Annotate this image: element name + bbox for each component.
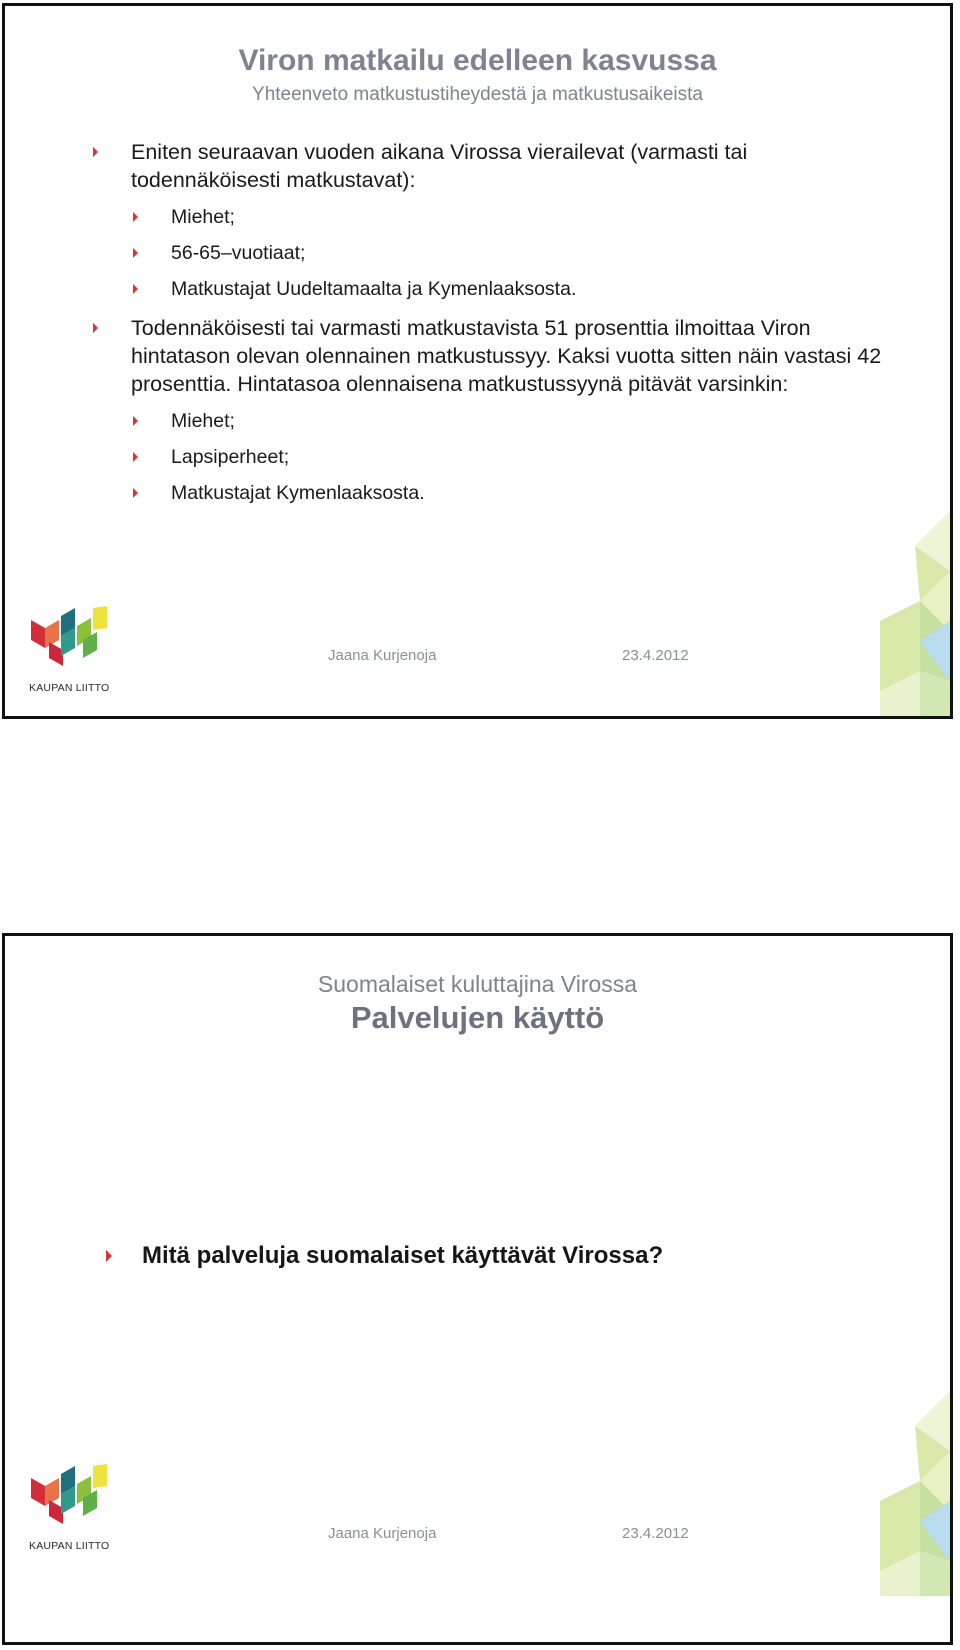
sub-bullet-text: Miehet; bbox=[171, 410, 235, 432]
bullet-list bbox=[93, 134, 893, 506]
sub-bullet-item bbox=[93, 480, 893, 506]
sub-bullet-text: Lapsiperheet; bbox=[171, 446, 290, 468]
slide-title: Palvelujen käyttö bbox=[350, 1000, 605, 1035]
sub-bullet-text: Miehet; bbox=[171, 206, 235, 228]
bullet-arrow-icon bbox=[106, 1250, 112, 1262]
bullet-arrow-icon bbox=[133, 284, 138, 294]
bullet-text: Eniten seuraavan vuoden aikana Virossa vierailevat (varmasti tai todennäköisesti matkustavat): bbox=[131, 140, 748, 192]
kaupan-liitto-logo bbox=[27, 606, 113, 694]
corner-decoration-icon bbox=[860, 511, 950, 716]
logo-mark-icon bbox=[27, 1464, 113, 1538]
logo-text: KAUPAN LIITTO bbox=[29, 682, 110, 694]
bullet-arrow-icon bbox=[93, 323, 98, 333]
footer-author: Jaana Kurjenoja bbox=[328, 1525, 437, 1542]
bullet-arrow-icon bbox=[133, 488, 138, 498]
sub-bullet-text: Matkustajat Kymenlaaksosta. bbox=[171, 482, 425, 504]
logo-mark-icon bbox=[27, 606, 113, 680]
kaupan-liitto-logo bbox=[27, 1464, 113, 1552]
slide-1 bbox=[2, 3, 953, 719]
footer-author: Jaana Kurjenoja bbox=[328, 647, 437, 664]
footer-date: 23.4.2012 bbox=[622, 1525, 689, 1542]
sub-bullet-text: 56-65–vuotiaat; bbox=[171, 242, 306, 264]
question-text: Mitä palveluja suomalaiset käyttävät Virossa? bbox=[142, 1242, 664, 1269]
slide-question bbox=[106, 1242, 663, 1270]
logo-text: KAUPAN LIITTO bbox=[29, 1540, 110, 1552]
bullet-arrow-icon bbox=[133, 212, 138, 222]
slide-pretitle: Suomalaiset kuluttajina Virossa bbox=[317, 971, 638, 997]
sub-bullet-item bbox=[93, 408, 893, 434]
sub-bullet-item bbox=[93, 276, 893, 302]
bullet-item bbox=[93, 138, 893, 194]
sub-bullet-item bbox=[93, 240, 893, 266]
corner-decoration-icon bbox=[860, 1391, 950, 1596]
bullet-text: Todennäköisesti tai varmasti matkustavista 51 prosenttia ilmoittaa Viron hintatason olevan olennainen matkustussyy. Kaksi vuotta sitten näin vastasi 42 prosenttia. Hintatasoa olennaisena matkustussyynä pitävät varsinkin: bbox=[131, 316, 882, 396]
bullet-item bbox=[93, 314, 893, 398]
slide-title: Viron matkailu edelleen kasvussa bbox=[238, 44, 717, 77]
bullet-arrow-icon bbox=[133, 452, 138, 462]
sub-bullet-item bbox=[93, 444, 893, 470]
slide-2 bbox=[2, 933, 953, 1645]
slide-subtitle: Yhteenveto matkustustiheydestä ja matkustusaikeista bbox=[252, 84, 703, 105]
sub-bullet-text: Matkustajat Uudeltamaalta ja Kymenlaaksosta. bbox=[171, 278, 577, 300]
bullet-arrow-icon bbox=[133, 248, 138, 258]
sub-bullet-item bbox=[93, 204, 893, 230]
bullet-arrow-icon bbox=[93, 147, 98, 157]
footer-date: 23.4.2012 bbox=[622, 647, 689, 664]
bullet-arrow-icon bbox=[133, 416, 138, 426]
